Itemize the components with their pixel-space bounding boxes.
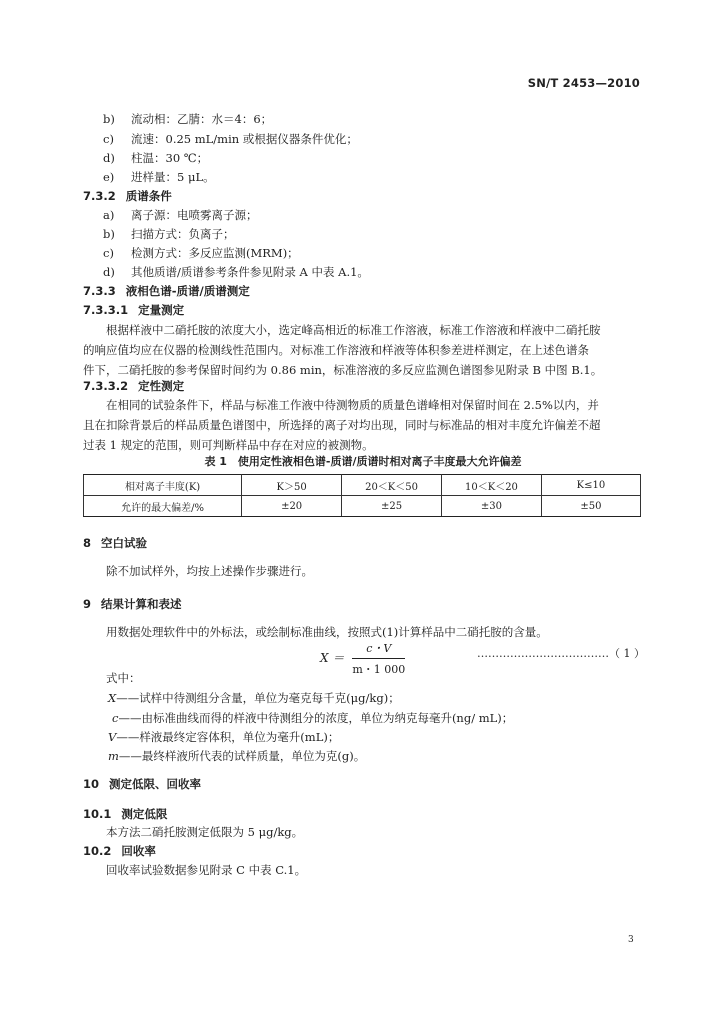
- table-cell: ±25: [342, 496, 442, 517]
- paragraph-line: 件下，二硝托胺的参考保留时间约为 0.86 min，标准溶液的多反应监测色谱图参见附录 B 中图 B.1。: [83, 363, 603, 377]
- list-item-tag: e): [103, 170, 115, 184]
- table-cell: 相对离子丰度(K): [84, 475, 242, 496]
- where-label: 式中：: [106, 671, 141, 685]
- paragraph-detection-limit: 本方法二硝托胺测定低限为 5 μg/kg。: [106, 825, 304, 839]
- section-number: 7.3.2: [83, 189, 116, 203]
- table-cell: K＞50: [242, 475, 342, 496]
- variable-definition: [108, 690, 400, 706]
- list-item-tag: b): [103, 227, 115, 241]
- table-cell: 20＜K＜50: [342, 475, 442, 496]
- paragraph-quantitative: [83, 320, 643, 380]
- section-number: 7.3.3.1: [83, 303, 129, 317]
- list-item-text: 进样量：5 μL。: [131, 170, 215, 184]
- list-item-text: 检测方式：多反应监测(MRM)；: [131, 246, 299, 260]
- paragraph-line: 过表 1 规定的范围，则可判断样品中存在对应的被测物。: [83, 438, 374, 452]
- paragraph-blank-test: 除不加试样外，均按上述操作步骤进行。: [106, 564, 313, 578]
- variable-symbol: V: [108, 730, 117, 744]
- section-number: 7.3.3.2: [83, 379, 129, 393]
- table-cell: 10＜K＜20: [442, 475, 542, 496]
- ion-abundance-table: [83, 474, 641, 517]
- variable-description: ——由标准曲线而得的样液中待测组分的浓度，单位为纳克每毫升(ng/ mL)；: [118, 711, 514, 725]
- section-heading-8: [83, 535, 147, 551]
- section-title: 空白试验: [101, 536, 148, 550]
- section-number: 10.1: [83, 807, 112, 821]
- variable-symbol: m: [108, 749, 119, 763]
- table-cell: ±20: [242, 496, 342, 517]
- section-number: 10: [83, 777, 100, 791]
- variable-symbol: c: [112, 711, 119, 725]
- paragraph-calculation: 用数据处理软件中的外标法，或绘制标准曲线，按照式(1)计算样品中二硝托胺的含量。: [106, 625, 548, 639]
- section-heading-10-1: [83, 806, 167, 822]
- section-number: 10.2: [83, 844, 112, 858]
- variable-definition: [112, 710, 513, 726]
- list-item-tag: c): [103, 132, 114, 146]
- variable-symbol: X: [108, 691, 117, 705]
- paragraph-line: 在相同的试验条件下，样品与标准工作液中待测物质的质量色谱峰相对保留时间在 2.5%以内，并: [106, 398, 599, 412]
- page-number: 3: [628, 935, 634, 945]
- list-item-text: 离子源：电喷雾离子源；: [131, 208, 258, 222]
- list-item-text: 流动相：乙腈：水＝4：6；: [131, 112, 273, 126]
- variable-definition: [108, 748, 365, 764]
- table-caption: 表 1 使用定性液相色谱-质谱/质谱时相对离子丰度最大允许偏差: [204, 455, 522, 468]
- section-title: 定性测定: [138, 379, 185, 393]
- standard-code: SN/T 2453—2010: [527, 76, 640, 90]
- paragraph-line: 且在扣除背景后的样品质量色谱图中，所选择的离子对均出现，同时与标准品的相对丰度允许偏差不超: [83, 418, 601, 432]
- section-heading-7-3-2: [83, 188, 172, 204]
- formula-denominator: m・1 000: [352, 663, 406, 676]
- paragraph-qualitative: [83, 395, 643, 455]
- table-row: [84, 496, 641, 517]
- table-cell: K≤10: [541, 475, 640, 496]
- section-heading-7-3-3-2: [83, 378, 184, 394]
- section-number: 9: [83, 597, 92, 611]
- section-title: 定量测定: [138, 303, 185, 317]
- section-heading-10-2: [83, 843, 156, 859]
- section-title: 液相色谱-质谱/质谱测定: [125, 284, 250, 298]
- table-row: [84, 475, 641, 496]
- list-item-tag: c): [103, 246, 114, 260]
- section-number: 8: [83, 536, 92, 550]
- section-heading-7-3-3-1: [83, 302, 184, 318]
- formula-fraction: [352, 640, 405, 677]
- variable-description: ——最终样液所代表的试样质量，单位为克(g)。: [118, 749, 366, 763]
- variable-description: ——试样中待测组分含量，单位为毫克每千克(μg/kg)；: [116, 691, 400, 705]
- section-heading-7-3-3: [83, 283, 250, 299]
- paragraph-line: 的响应值均应在仪器的检测线性范围内。对标准工作溶液和样液等体积参差进样测定，在上述色谱条: [83, 343, 589, 357]
- list-item-text: 柱温：30 ℃；: [131, 151, 209, 165]
- section-heading-9: [83, 596, 182, 612]
- formula-lhs: X ＝: [320, 651, 345, 665]
- section-number: 7.3.3: [83, 284, 116, 298]
- table-cell: ±50: [541, 496, 640, 517]
- formula: [320, 640, 405, 677]
- section-title: 回收率: [121, 844, 156, 858]
- list-item-tag: d): [103, 265, 115, 279]
- list-item-tag: a): [103, 208, 115, 222]
- list-item-text: 扫描方式：负离子；: [131, 227, 235, 241]
- list-item-tag: b): [103, 112, 115, 126]
- section-title: 结果计算和表述: [101, 597, 182, 611]
- paragraph-line: 根据样液中二硝托胺的浓度大小，选定峰高相近的标准工作溶液，标准工作溶液和样液中二硝托胺: [106, 323, 601, 337]
- section-title: 测定低限: [121, 807, 168, 821]
- equation-number: ………………………………（ 1 ）: [477, 647, 645, 660]
- list-item-tag: d): [103, 151, 115, 165]
- table-cell: ±30: [442, 496, 542, 517]
- section-heading-10: [83, 776, 201, 792]
- list-item-text: 其他质谱/质谱参考条件参见附录 A 中表 A.1。: [131, 265, 369, 279]
- formula-numerator: c・V: [352, 640, 405, 659]
- section-title: 质谱条件: [125, 189, 172, 203]
- table-cell: 允许的最大偏差/%: [84, 496, 242, 517]
- list-item-text: 流速：0.25 mL/min 或根据仪器条件优化；: [131, 132, 358, 146]
- variable-description: ——样液最终定容体积，单位为毫升(mL)；: [116, 730, 340, 744]
- section-title: 测定低限、回收率: [109, 777, 202, 791]
- paragraph-recovery: 回收率试验数据参见附录 C 中表 C.1。: [106, 863, 307, 877]
- variable-definition: [108, 729, 339, 745]
